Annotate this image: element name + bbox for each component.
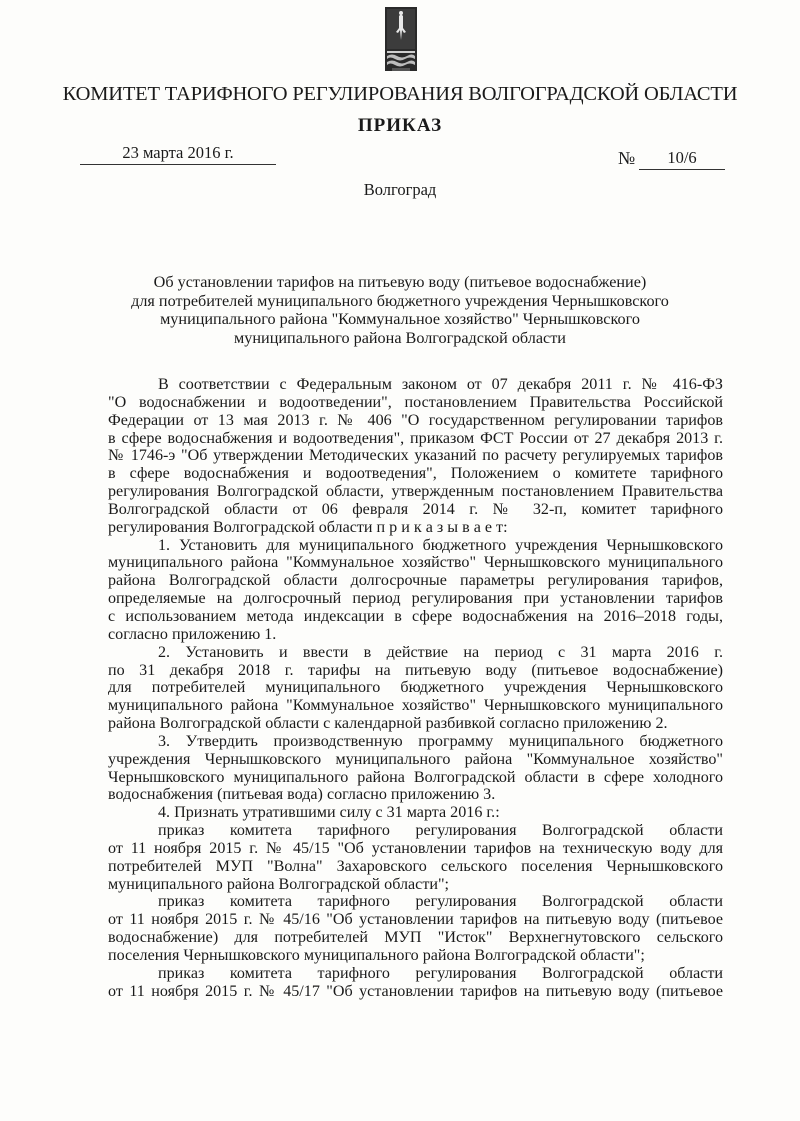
item-3-line: водоснабжения (питьевая вода) согласно приложению 3.	[108, 786, 496, 804]
item-2-line: муниципального района "Коммунальное хозяйство" Чернышковского муниципального	[108, 697, 723, 715]
order-body	[108, 376, 723, 1001]
preamble-line: "О водоснабжении и водоотведении", постановлением Правительства Российской	[108, 393, 723, 411]
item-4-sub-2-line: водоснабжение) для потребителей МУП "Исток" Верхнегнутовского сельского	[108, 929, 723, 947]
item-4-sub-3-line: от 11 ноября 2015 г. № 45/17 "Об установлении тарифов на питьевую воду (питьевое	[108, 982, 723, 1000]
item-1-line: с использованием метода индексации в сфере водоснабжения на 2016–2018 годы,	[108, 607, 723, 625]
order-date: 23 марта 2016 г.	[80, 143, 276, 165]
preamble-line: № 1746-э "Об утверждении Методических указаний по расчету регулируемых тарифов	[108, 447, 723, 465]
preamble-line: Волгоградской области от 06 февраля 2014 г. № 32-п, комитет тарифного	[108, 500, 723, 518]
preamble-line: В соответствии с Федеральным законом от 07 декабря 2011 г. № 416-ФЗ	[158, 376, 723, 393]
item-1-line: определяемые на долгосрочный период регулирования при установлении тарифов	[108, 590, 723, 608]
order-number: 10/6	[639, 148, 725, 170]
item-1-line: муниципального района "Коммунальное хозяйство" Чернышковского муниципального	[108, 554, 723, 572]
city: Волгоград	[363, 180, 437, 199]
item-2-line: района Волгоградской области с календарной разбивкой согласно приложению 2.	[108, 715, 668, 733]
item-2-line: по 31 декабря 2018 г. тарифы на питьевую воду (питьевое водоснабжение)	[108, 661, 723, 679]
item-1-line: района Волгоградской области долгосрочные параметры регулирования тарифов,	[108, 572, 723, 590]
item-4-sub-2-line: от 11 ноября 2015 г. № 45/16 "Об установлении тарифов на питьевую воду (питьевое	[108, 911, 723, 929]
title-line: Об установлении тарифов на питьевую воду (питьевое водоснабжение)	[153, 273, 647, 291]
item-4-sub-1-line: потребителей МУП "Волна" Захаровского сельского поселения Чернышковского	[108, 857, 723, 875]
item-4-sub-2-line: приказ комитета тарифного регулирования Волгоградской области	[158, 893, 723, 911]
preamble-line: Федерации от 13 мая 2013 г. № 406 "О государственном регулировании тарифов	[108, 411, 723, 429]
title-line: муниципального района Волгоградской области	[234, 328, 566, 347]
preamble-line: в сфере водоснабжения и водоотведения", Положением о комитете тарифного	[108, 465, 723, 483]
title-line: муниципального района "Коммунальное хозяйство" Чернышковского	[160, 310, 640, 328]
item-3-line: учреждения Чернышковского муниципального района "Коммунальное хозяйство"	[108, 750, 723, 768]
title-line: для потребителей муниципального бюджетного учреждения Чернышковского	[131, 291, 669, 310]
item-4-sub-1-line: от 11 ноября 2015 г. № 45/15 "Об установлении тарифов на техническую воду для	[108, 839, 723, 857]
item-4-sub-1-line: муниципального района Волгоградской области";	[108, 875, 450, 893]
item-2-line: 2. Установить и ввести в действие на период с 31 марта 2016 г.	[158, 643, 723, 661]
document-type: ПРИКАЗ	[357, 115, 443, 136]
order-title	[120, 273, 680, 347]
order-number-label: №	[618, 148, 636, 168]
preamble-line: в сфере водоснабжения и водоотведения", приказом ФСТ России от 27 декабря 2013 г.	[108, 429, 723, 447]
committee-name: КОМИТЕТ ТАРИФНОГО РЕГУЛИРОВАНИЯ ВОЛГОГРАДСКОЙ ОБЛАСТИ	[62, 83, 738, 105]
item-1-line: согласно приложению 1.	[108, 625, 277, 643]
item-1-line: 1. Установить для муниципального бюджетного учреждения Чернышковского	[158, 536, 723, 554]
preamble-line: регулирования Волгоградской области, утвержденным постановлением Правительства	[108, 483, 723, 501]
item-4-sub-1-line: приказ комитета тарифного регулирования Волгоградской области	[158, 822, 723, 840]
preamble-line: регулирования Волгоградской области п р и к а з ы в а е т:	[108, 518, 508, 536]
volgograd-coat-of-arms-icon	[384, 6, 418, 74]
item-4-sub-3-line: приказ комитета тарифного регулирования Волгоградской области	[158, 964, 723, 982]
item-4-heading: 4. Признать утратившими силу с 31 марта 2016 г.:	[158, 804, 500, 822]
item-4-sub-2-line: поселения Чернышковского муниципального района Волгоградской области";	[108, 947, 645, 964]
item-2-line: для потребителей муниципального бюджетного учреждения Чернышковского	[108, 679, 723, 697]
item-3-line: 3. Утвердить производственную программу муниципального бюджетного	[158, 732, 723, 750]
item-3-line: Чернышковского муниципального района Волгоградской области в сфере холодного	[108, 768, 723, 786]
